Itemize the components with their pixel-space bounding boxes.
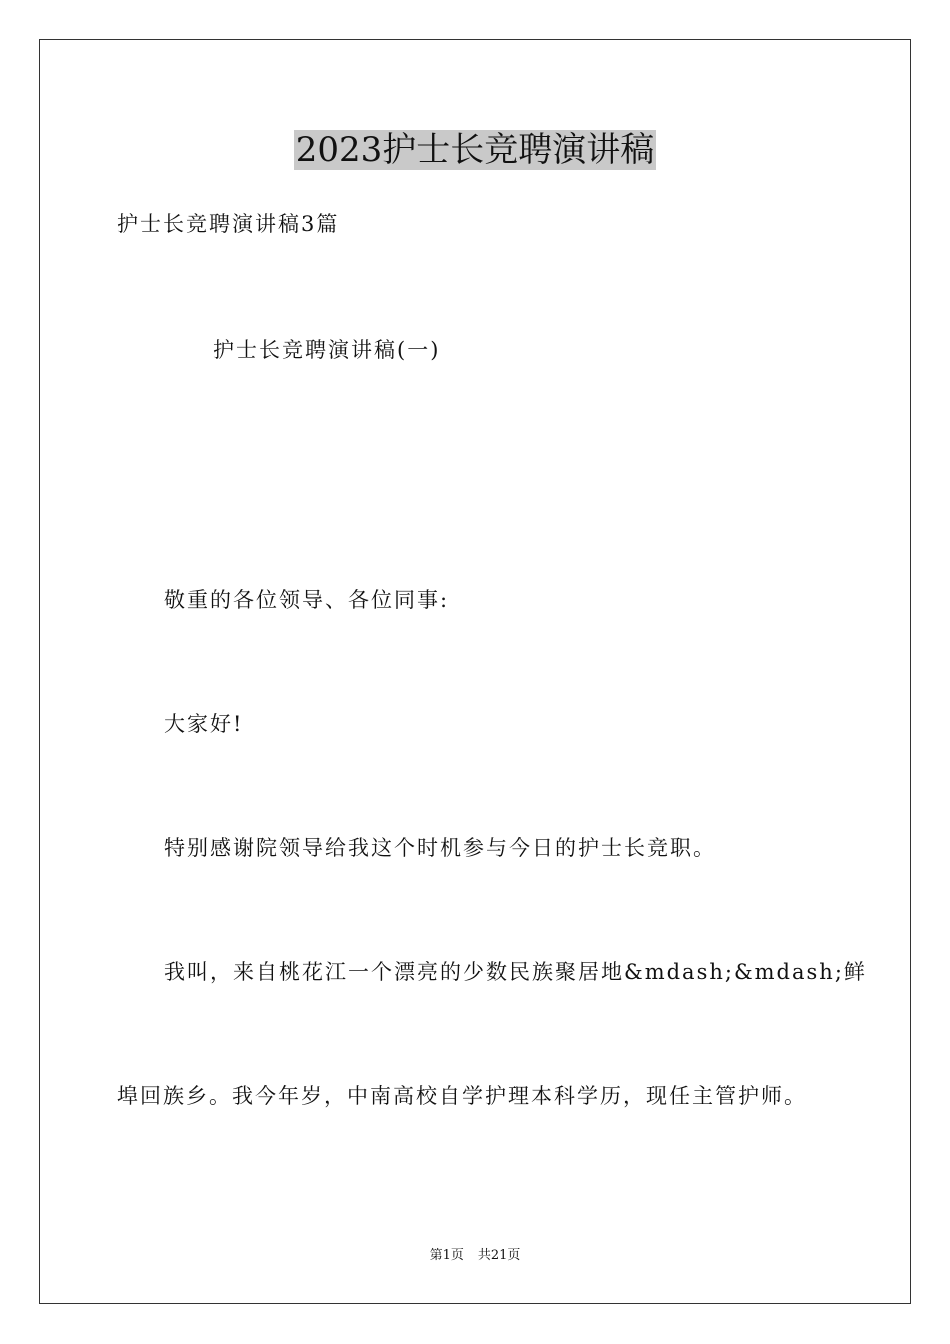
page-total: 共21页 <box>477 1248 521 1263</box>
paragraph-thanks: 特别感谢院领导给我这个时机参与今日的护士长竞职。 <box>164 836 716 860</box>
paragraph-intro-line-1: 我叫，来自桃花江一个漂亮的少数民族聚居地&mdash;&mdash;鲜 <box>164 960 867 984</box>
paragraph-subtitle: 护士长竞聘演讲稿3篇 <box>117 212 340 236</box>
paragraph-section-heading: 护士长竞聘演讲稿(一) <box>213 338 441 362</box>
page-number: 第1页 <box>429 1248 464 1263</box>
paragraph-salutation: 敬重的各位领导、各位同事: <box>164 588 450 612</box>
paragraph-intro-line-2: 埠回族乡。我今年岁，中南高校自学护理本科学历，现任主管护师。 <box>117 1084 807 1108</box>
paragraph-greeting: 大家好! <box>164 712 244 736</box>
document-title-text: 2023护士长竞聘演讲稿 <box>295 130 655 170</box>
page-footer <box>0 1247 950 1265</box>
document-title <box>0 128 950 172</box>
